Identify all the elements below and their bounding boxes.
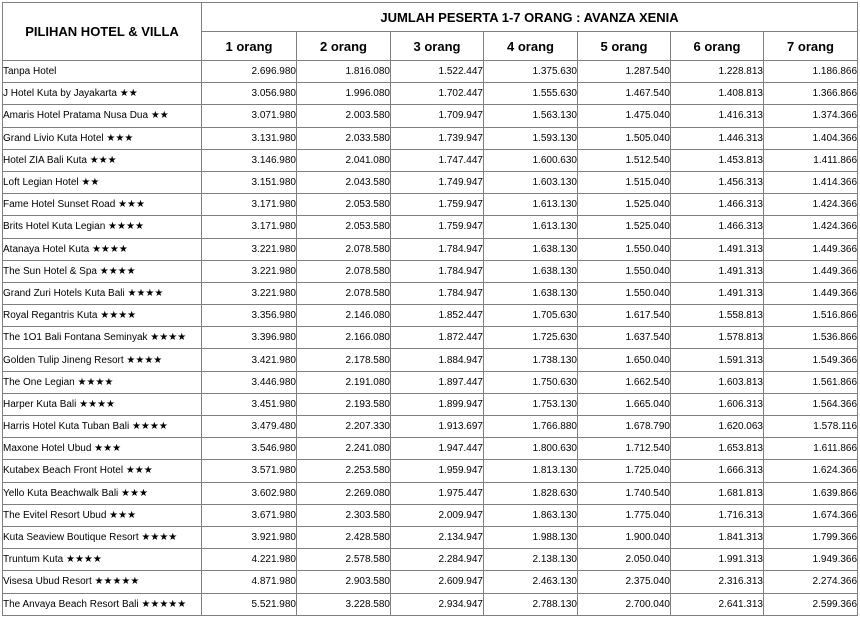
price-cell: 1.705.630: [484, 305, 578, 327]
price-cell: 1.784.947: [391, 282, 484, 304]
price-cell: 3.146.980: [202, 149, 297, 171]
price-cell: 1.491.313: [671, 260, 764, 282]
price-cell: 1.709.947: [391, 105, 484, 127]
hotel-name-cell: Truntum Kuta ★★★★: [3, 549, 202, 571]
price-cell: 2.700.040: [578, 593, 671, 616]
price-cell: 1.947.447: [391, 438, 484, 460]
table-row: [3, 83, 858, 105]
price-cell: 1.374.366: [764, 105, 858, 127]
hotel-name-cell: Amaris Hotel Pratama Nusa Dua ★★: [3, 105, 202, 127]
price-cell: 1.828.630: [484, 482, 578, 504]
price-cell: 1.759.947: [391, 194, 484, 216]
price-cell: 1.516.866: [764, 305, 858, 327]
table-row: [3, 305, 858, 327]
table-row: [3, 482, 858, 504]
hotel-name-cell: Kutabex Beach Front Hotel ★★★: [3, 460, 202, 482]
price-cell: 1.550.040: [578, 260, 671, 282]
hotel-name-cell: The Evitel Resort Ubud ★★★: [3, 504, 202, 526]
price-cell: 1.505.040: [578, 127, 671, 149]
price-cell: 1.784.947: [391, 260, 484, 282]
price-cell: 1.617.540: [578, 305, 671, 327]
price-cell: 1.650.040: [578, 349, 671, 371]
price-cell: 2.375.040: [578, 571, 671, 593]
price-cell: 1.564.366: [764, 393, 858, 415]
hotel-name-cell: Loft Legian Hotel ★★: [3, 171, 202, 193]
price-cell: 1.702.447: [391, 83, 484, 105]
price-cell: 3.228.580: [297, 593, 391, 616]
price-cell: 1.897.447: [391, 371, 484, 393]
hotel-name-cell: Royal Regantris Kuta ★★★★: [3, 305, 202, 327]
hotel-name-cell: Visesa Ubud Resort ★★★★★: [3, 571, 202, 593]
participants-group-header: JUMLAH PESERTA 1-7 ORANG : AVANZA XENIA: [202, 3, 858, 32]
price-cell: 2.178.580: [297, 349, 391, 371]
price-cell: 2.053.580: [297, 216, 391, 238]
table-row: [3, 526, 858, 548]
hotel-name-cell: The 1O1 Bali Fontana Seminyak ★★★★: [3, 327, 202, 349]
price-cell: 1.558.813: [671, 305, 764, 327]
table-row: [3, 571, 858, 593]
table-row: [3, 238, 858, 260]
price-cell: 1.753.130: [484, 393, 578, 415]
price-cell: 2.599.366: [764, 593, 858, 616]
column-header-1-orang: 1 orang: [202, 32, 297, 61]
price-cell: 1.561.866: [764, 371, 858, 393]
price-cell: 1.959.947: [391, 460, 484, 482]
price-cell: 1.624.366: [764, 460, 858, 482]
price-cell: 2.003.580: [297, 105, 391, 127]
column-header-6-orang: 6 orang: [671, 32, 764, 61]
table-row: [3, 549, 858, 571]
hotel-name-cell: Grand Livio Kuta Hotel ★★★: [3, 127, 202, 149]
price-cell: 2.043.580: [297, 171, 391, 193]
hotel-name-cell: Harper Kuta Bali ★★★★: [3, 393, 202, 415]
price-cell: 3.056.980: [202, 83, 297, 105]
table-row: [3, 416, 858, 438]
price-cell: 2.041.080: [297, 149, 391, 171]
price-cell: 1.515.040: [578, 171, 671, 193]
price-cell: 2.078.580: [297, 260, 391, 282]
price-cell: 5.521.980: [202, 593, 297, 616]
price-cell: 1.525.040: [578, 194, 671, 216]
price-cell: 1.991.313: [671, 549, 764, 571]
price-cell: 1.578.813: [671, 327, 764, 349]
price-cell: 2.053.580: [297, 194, 391, 216]
table-row: [3, 349, 858, 371]
price-cell: 3.151.980: [202, 171, 297, 193]
price-cell: 1.453.813: [671, 149, 764, 171]
price-cell: 3.171.980: [202, 194, 297, 216]
price-cell: 1.863.130: [484, 504, 578, 526]
price-cell: 1.611.866: [764, 438, 858, 460]
table-row: [3, 327, 858, 349]
price-cell: 1.512.540: [578, 149, 671, 171]
price-cell: 2.134.947: [391, 526, 484, 548]
price-cell: 1.491.313: [671, 238, 764, 260]
price-cell: 1.800.630: [484, 438, 578, 460]
price-cell: 3.221.980: [202, 260, 297, 282]
price-cell: 2.303.580: [297, 504, 391, 526]
price-cell: 1.949.366: [764, 549, 858, 571]
price-cell: 1.674.366: [764, 504, 858, 526]
price-cell: 3.921.980: [202, 526, 297, 548]
price-cell: 2.253.580: [297, 460, 391, 482]
price-cell: 3.356.980: [202, 305, 297, 327]
price-cell: 3.396.980: [202, 327, 297, 349]
price-cell: 1.404.366: [764, 127, 858, 149]
price-cell: 2.207.330: [297, 416, 391, 438]
hotel-name-cell: Harris Hotel Kuta Tuban Bali ★★★★: [3, 416, 202, 438]
price-cell: 1.416.313: [671, 105, 764, 127]
price-cell: 1.852.447: [391, 305, 484, 327]
hotel-name-cell: Golden Tulip Jineng Resort ★★★★: [3, 349, 202, 371]
price-cell: 1.747.447: [391, 149, 484, 171]
table-row: [3, 61, 858, 83]
price-cell: 1.555.630: [484, 83, 578, 105]
price-cell: 1.988.130: [484, 526, 578, 548]
hotel-name-cell: J Hotel Kuta by Jayakarta ★★: [3, 83, 202, 105]
table-row: [3, 149, 858, 171]
price-cell: 1.550.040: [578, 238, 671, 260]
table-row: [3, 260, 858, 282]
table-row: [3, 460, 858, 482]
price-cell: 1.712.540: [578, 438, 671, 460]
price-cell: 2.934.947: [391, 593, 484, 616]
price-cell: 1.613.130: [484, 216, 578, 238]
price-cell: 2.050.040: [578, 549, 671, 571]
price-cell: 1.665.040: [578, 393, 671, 415]
price-cell: 2.146.080: [297, 305, 391, 327]
price-cell: 1.813.130: [484, 460, 578, 482]
price-cell: 1.637.540: [578, 327, 671, 349]
hotel-column-header: PILIHAN HOTEL & VILLA: [3, 3, 202, 61]
price-cell: 1.740.540: [578, 482, 671, 504]
table-row: [3, 393, 858, 415]
price-cell: 1.550.040: [578, 282, 671, 304]
price-cell: 1.775.040: [578, 504, 671, 526]
price-cell: 1.411.866: [764, 149, 858, 171]
price-cell: 2.316.313: [671, 571, 764, 593]
price-cell: 1.975.447: [391, 482, 484, 504]
price-cell: 3.479.480: [202, 416, 297, 438]
price-cell: 1.414.366: [764, 171, 858, 193]
hotel-name-cell: Maxone Hotel Ubud ★★★: [3, 438, 202, 460]
price-cell: 1.996.080: [297, 83, 391, 105]
price-cell: 2.138.130: [484, 549, 578, 571]
price-cell: 1.456.313: [671, 171, 764, 193]
price-cell: 1.491.313: [671, 282, 764, 304]
price-cell: 3.421.980: [202, 349, 297, 371]
column-header-2-orang: 2 orang: [297, 32, 391, 61]
price-cell: 1.716.313: [671, 504, 764, 526]
price-cell: 2.009.947: [391, 504, 484, 526]
price-cell: 3.671.980: [202, 504, 297, 526]
price-cell: 1.816.080: [297, 61, 391, 83]
price-cell: 1.578.116: [764, 416, 858, 438]
price-cell: 1.600.630: [484, 149, 578, 171]
price-cell: 1.525.040: [578, 216, 671, 238]
table-row: [3, 504, 858, 526]
price-cell: 1.606.313: [671, 393, 764, 415]
price-cell: 2.269.080: [297, 482, 391, 504]
table-row: [3, 282, 858, 304]
price-cell: 1.899.947: [391, 393, 484, 415]
table-row: [3, 171, 858, 193]
price-cell: 2.696.980: [202, 61, 297, 83]
price-cell: 2.578.580: [297, 549, 391, 571]
column-header-4-orang: 4 orang: [484, 32, 578, 61]
price-cell: 2.274.366: [764, 571, 858, 593]
price-cell: 3.602.980: [202, 482, 297, 504]
price-cell: 1.666.313: [671, 460, 764, 482]
price-cell: 1.424.366: [764, 194, 858, 216]
price-cell: 1.475.040: [578, 105, 671, 127]
price-cell: 1.653.813: [671, 438, 764, 460]
price-cell: 3.546.980: [202, 438, 297, 460]
hotel-name-cell: The One Legian ★★★★: [3, 371, 202, 393]
price-cell: 3.221.980: [202, 238, 297, 260]
price-cell: 2.284.947: [391, 549, 484, 571]
hotel-price-table: [2, 2, 858, 616]
table-row: [3, 127, 858, 149]
price-cell: 3.571.980: [202, 460, 297, 482]
price-cell: 3.451.980: [202, 393, 297, 415]
price-cell: 1.591.313: [671, 349, 764, 371]
price-cell: 1.872.447: [391, 327, 484, 349]
price-cell: 1.725.630: [484, 327, 578, 349]
price-cell: 2.641.313: [671, 593, 764, 616]
price-cell: 3.446.980: [202, 371, 297, 393]
price-cell: 1.681.813: [671, 482, 764, 504]
price-cell: 1.375.630: [484, 61, 578, 83]
price-cell: 1.549.366: [764, 349, 858, 371]
price-cell: 1.467.540: [578, 83, 671, 105]
price-cell: 1.678.790: [578, 416, 671, 438]
price-cell: 1.900.040: [578, 526, 671, 548]
hotel-name-cell: Tanpa Hotel: [3, 61, 202, 83]
price-cell: 2.609.947: [391, 571, 484, 593]
table-row: [3, 194, 858, 216]
hotel-name-cell: Kuta Seaview Boutique Resort ★★★★: [3, 526, 202, 548]
price-cell: 1.593.130: [484, 127, 578, 149]
price-cell: 1.449.366: [764, 260, 858, 282]
price-cell: 4.221.980: [202, 549, 297, 571]
price-cell: 1.799.366: [764, 526, 858, 548]
hotel-name-cell: Brits Hotel Kuta Legian ★★★★: [3, 216, 202, 238]
price-cell: 1.466.313: [671, 194, 764, 216]
price-cell: 1.446.313: [671, 127, 764, 149]
hotel-name-cell: Yello Kuta Beachwalk Bali ★★★: [3, 482, 202, 504]
table-row: [3, 438, 858, 460]
price-cell: 1.738.130: [484, 349, 578, 371]
price-cell: 1.408.813: [671, 83, 764, 105]
price-cell: 2.903.580: [297, 571, 391, 593]
price-cell: 1.366.866: [764, 83, 858, 105]
price-cell: 1.449.366: [764, 282, 858, 304]
price-cell: 1.638.130: [484, 282, 578, 304]
price-cell: 1.759.947: [391, 216, 484, 238]
price-cell: 2.166.080: [297, 327, 391, 349]
price-cell: 1.424.366: [764, 216, 858, 238]
price-cell: 1.522.447: [391, 61, 484, 83]
price-cell: 1.603.130: [484, 171, 578, 193]
price-cell: 2.193.580: [297, 393, 391, 415]
price-cell: 4.871.980: [202, 571, 297, 593]
hotel-name-cell: Fame Hotel Sunset Road ★★★: [3, 194, 202, 216]
price-cell: 1.884.947: [391, 349, 484, 371]
price-cell: 1.613.130: [484, 194, 578, 216]
column-header-3-orang: 3 orang: [391, 32, 484, 61]
table-row: [3, 216, 858, 238]
table-row: [3, 593, 858, 616]
price-cell: 1.750.630: [484, 371, 578, 393]
price-cell: 3.171.980: [202, 216, 297, 238]
column-header-7-orang: 7 orang: [764, 32, 858, 61]
price-cell: 1.739.947: [391, 127, 484, 149]
price-cell: 2.191.080: [297, 371, 391, 393]
price-cell: 3.131.980: [202, 127, 297, 149]
table-row: [3, 371, 858, 393]
price-cell: 2.078.580: [297, 282, 391, 304]
price-cell: 1.466.313: [671, 216, 764, 238]
price-cell: 1.638.130: [484, 238, 578, 260]
price-cell: 1.536.866: [764, 327, 858, 349]
price-cell: 2.428.580: [297, 526, 391, 548]
price-cell: 2.463.130: [484, 571, 578, 593]
price-cell: 1.725.040: [578, 460, 671, 482]
price-cell: 2.078.580: [297, 238, 391, 260]
price-cell: 2.241.080: [297, 438, 391, 460]
hotel-name-cell: Atanaya Hotel Kuta ★★★★: [3, 238, 202, 260]
price-cell: 1.639.866: [764, 482, 858, 504]
price-cell: 1.662.540: [578, 371, 671, 393]
price-cell: 1.228.813: [671, 61, 764, 83]
table-row: [3, 105, 858, 127]
hotel-name-cell: The Sun Hotel & Spa ★★★★: [3, 260, 202, 282]
price-cell: 1.620.063: [671, 416, 764, 438]
column-header-5-orang: 5 orang: [578, 32, 671, 61]
price-cell: 1.603.813: [671, 371, 764, 393]
price-cell: 1.784.947: [391, 238, 484, 260]
price-cell: 1.638.130: [484, 260, 578, 282]
hotel-name-cell: Grand Zuri Hotels Kuta Bali ★★★★: [3, 282, 202, 304]
hotel-name-cell: The Anvaya Beach Resort Bali ★★★★★: [3, 593, 202, 616]
price-cell: 2.033.580: [297, 127, 391, 149]
hotel-name-cell: Hotel ZIA Bali Kuta ★★★: [3, 149, 202, 171]
price-cell: 3.221.980: [202, 282, 297, 304]
price-cell: 3.071.980: [202, 105, 297, 127]
price-cell: 1.287.540: [578, 61, 671, 83]
price-cell: 1.841.313: [671, 526, 764, 548]
price-cell: 2.788.130: [484, 593, 578, 616]
price-cell: 1.749.947: [391, 171, 484, 193]
price-cell: 1.766.880: [484, 416, 578, 438]
price-cell: 1.186.866: [764, 61, 858, 83]
price-cell: 1.449.366: [764, 238, 858, 260]
price-cell: 1.913.697: [391, 416, 484, 438]
price-cell: 1.563.130: [484, 105, 578, 127]
